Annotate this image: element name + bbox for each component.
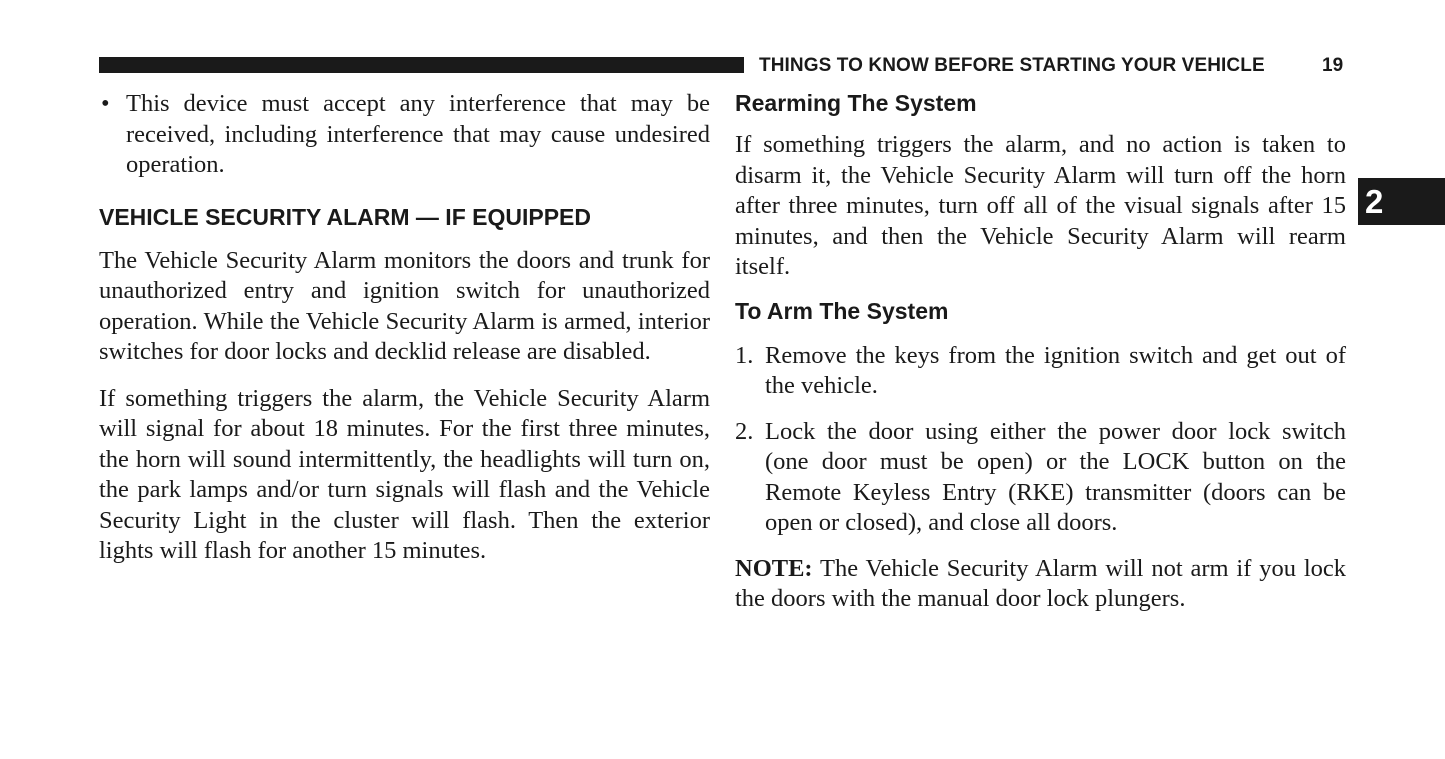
bullet-text: This device must accept any interference that may be received, including interference that may cause undesired operation.	[126, 90, 710, 178]
running-header: THINGS TO KNOW BEFORE STARTING YOUR VEHICLE	[759, 55, 1265, 76]
list-item	[735, 417, 1346, 539]
paragraph-monitoring: The Vehicle Security Alarm monitors the doors and trunk for unauthorized entry and ignition switch for unauthorized operation. While the Vehicle Security Alarm is armed, interior switches for door locks and decklid release are disabled.	[99, 246, 710, 365]
header-rule	[99, 57, 744, 73]
note-text: The Vehicle Security Alarm will not arm if you lock the doors with the manual door lock plungers.	[735, 554, 1346, 612]
paragraph-alarm-signal: If something triggers the alarm, the Vehicle Security Alarm will signal for about 18 minutes. For the first three minutes, the horn will sound intermittently, the headlights will turn on, the park lamps and/or turn signals will flash and the Vehicle Security Light in the cluster will flash. Then the exterior lights will flash for another 15 minutes.	[99, 384, 710, 564]
note-paragraph	[735, 554, 1346, 615]
step-number: 2.	[735, 417, 754, 445]
note-label: NOTE:	[735, 554, 813, 582]
bullet-item	[99, 89, 710, 181]
page-number: 19	[1322, 55, 1344, 76]
step-text: Lock the door using either the power door lock switch (one door must be open) or the LOCK button on the Remote Keyless Entry (RKE) transmitter (doors can be open or closed), and close all doors.	[765, 417, 1346, 536]
right-column	[735, 89, 1346, 615]
rearming-heading: Rearming The System	[735, 90, 977, 116]
step-text: Remove the keys from the ignition switch and get out of the vehicle.	[765, 341, 1346, 399]
left-column	[99, 89, 710, 567]
step-number: 1.	[735, 341, 754, 369]
chapter-tab: 2	[1358, 178, 1445, 225]
arm-heading: To Arm The System	[735, 297, 949, 324]
rearming-paragraph: If something triggers the alarm, and no action is taken to disarm it, the Vehicle Security Alarm will turn off the horn after three minutes, turn off all of the visual signals after 15 minutes, and then the Vehicle Security Alarm will rearm itself.	[735, 131, 1346, 280]
section-heading: VEHICLE SECURITY ALARM — IF EQUIPPED	[99, 203, 591, 230]
list-item	[735, 341, 1346, 402]
bullet-icon: •	[101, 90, 110, 117]
